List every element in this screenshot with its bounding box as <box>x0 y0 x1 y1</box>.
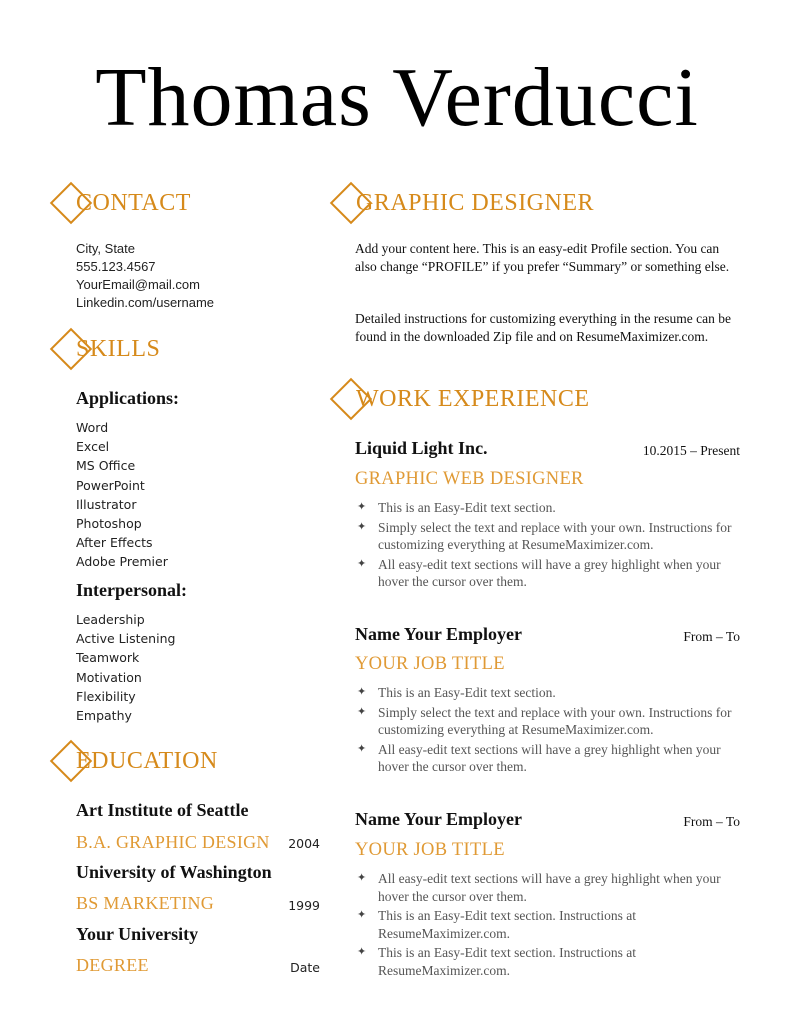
list-item <box>355 907 735 942</box>
skills-heading <box>56 330 296 374</box>
job-employer: Liquid Light Inc. <box>355 438 488 458</box>
skill-item: Adobe Premier <box>76 554 168 570</box>
skill-item: Empathy <box>76 708 132 724</box>
profile-title: GRAPHIC DESIGNER <box>356 190 595 216</box>
list-item <box>355 704 735 739</box>
diamond-bullet-icon: ✦ <box>357 686 367 698</box>
job-dates: From – To <box>683 814 740 829</box>
skills-title: SKILLS <box>76 336 161 362</box>
contact-title: CONTACT <box>76 190 191 216</box>
profile-paragraph: Detailed instructions for customizing everything in the resume can be found in the downloaded Zip file and on ResumeMaximizer.com. <box>355 311 732 344</box>
job-title: GRAPHIC WEB DESIGNER <box>355 469 584 489</box>
skill-item: After Effects <box>76 535 153 551</box>
skill-item: Teamwork <box>76 650 140 666</box>
skill-item: Motivation <box>76 669 142 685</box>
bullet-text: Simply select the text and replace with your own. Instructions for customizing everything at ResumeMaximizer.com. <box>378 519 732 552</box>
profile-heading <box>336 184 756 228</box>
list-item <box>355 944 735 979</box>
diamond-bullet-icon: ✦ <box>357 557 367 570</box>
bullet-text: All easy-edit text sections will have a grey highlight when your hover the cursor over them. <box>378 556 721 589</box>
job-bullets <box>355 499 735 593</box>
experience-heading <box>336 380 756 424</box>
applications-list <box>76 418 168 572</box>
job-dates: From – To <box>683 629 740 644</box>
job-title: YOUR JOB TITLE <box>355 840 505 860</box>
diamond-bullet-icon: ✦ <box>357 909 367 921</box>
diamond-bullet-icon: ✦ <box>357 946 367 958</box>
skill-item: Illustrator <box>76 496 137 512</box>
job-bullets <box>355 684 735 778</box>
education-school: Your University <box>76 924 199 944</box>
bullet-text: Simply select the text and replace with your own. Instructions for customizing everything at ResumeMaximizer.com. <box>378 704 732 737</box>
education-year: Date <box>290 960 320 975</box>
contact-phone: 555.123.4567 <box>76 259 156 274</box>
bullet-text: This is an Easy-Edit text section. Instructions at ResumeMaximizer.com. <box>378 908 636 941</box>
education-title: EDUCATION <box>76 748 218 774</box>
bullet-text: This is an Easy-Edit text section. <box>378 500 556 515</box>
list-item <box>355 519 735 554</box>
list-item <box>355 556 735 591</box>
skill-item: Active Listening <box>76 631 176 647</box>
job-title: YOUR JOB TITLE <box>355 654 505 674</box>
education-degree: BS MARKETING <box>76 893 215 913</box>
skill-item: Leadership <box>76 612 145 627</box>
education-heading <box>56 742 296 786</box>
job-bullets <box>355 870 735 981</box>
skill-item: Excel <box>76 439 110 455</box>
contact-email: YourEmail@mail.com <box>76 277 200 292</box>
job-employer: Name Your Employer <box>355 624 522 644</box>
job-dates: 10.2015 – Present <box>642 443 740 458</box>
resume-name: Thomas Verducci <box>95 51 699 144</box>
education-year: 1999 <box>288 898 320 913</box>
education-year: 2004 <box>288 836 320 851</box>
contact-city: City, State <box>76 241 136 256</box>
diamond-bullet-icon: ✦ <box>357 872 367 884</box>
applications-heading: Applications: <box>76 388 180 408</box>
profile-paragraph: Add your content here. This is an easy-edit Profile section. You can also change “PROFILE” if you prefer “Summary” or something else. <box>355 241 730 274</box>
list-item <box>355 870 735 905</box>
contact-linkedin: Linkedin.com/username <box>76 295 215 310</box>
list-item <box>355 684 735 702</box>
skill-item: Photoshop <box>76 516 142 532</box>
skill-item: Word <box>76 420 109 435</box>
diamond-bullet-icon: ✦ <box>357 501 367 513</box>
education-degree: B.A. GRAPHIC DESIGN <box>76 832 270 852</box>
skill-item: MS Office <box>76 458 136 474</box>
education-school: University of Washington <box>76 862 272 882</box>
bullet-text: This is an Easy-Edit text section. <box>378 685 556 700</box>
diamond-bullet-icon: ✦ <box>357 742 367 755</box>
contact-heading <box>56 184 296 228</box>
diamond-bullet-icon: ✦ <box>357 705 367 718</box>
contact-info <box>76 240 214 312</box>
bullet-text: This is an Easy-Edit text section. Instructions at ResumeMaximizer.com. <box>378 945 636 978</box>
job-employer: Name Your Employer <box>355 809 522 829</box>
experience-title: WORK EXPERIENCE <box>356 386 590 412</box>
education-degree: DEGREE <box>76 955 149 975</box>
interpersonal-list <box>76 610 175 725</box>
skill-item: Flexibility <box>76 688 136 704</box>
education-school: Art Institute of Seattle <box>76 800 249 820</box>
list-item <box>355 741 735 776</box>
diamond-bullet-icon: ✦ <box>357 520 367 533</box>
skill-item: PowerPoint <box>76 477 145 493</box>
bullet-text: All easy-edit text sections will have a grey highlight when your hover the cursor over them. <box>378 741 721 774</box>
interpersonal-heading: Interpersonal: <box>76 580 187 600</box>
list-item <box>355 499 735 517</box>
bullet-text: All easy-edit text sections will have a grey highlight when your hover the cursor over them. <box>378 871 721 904</box>
